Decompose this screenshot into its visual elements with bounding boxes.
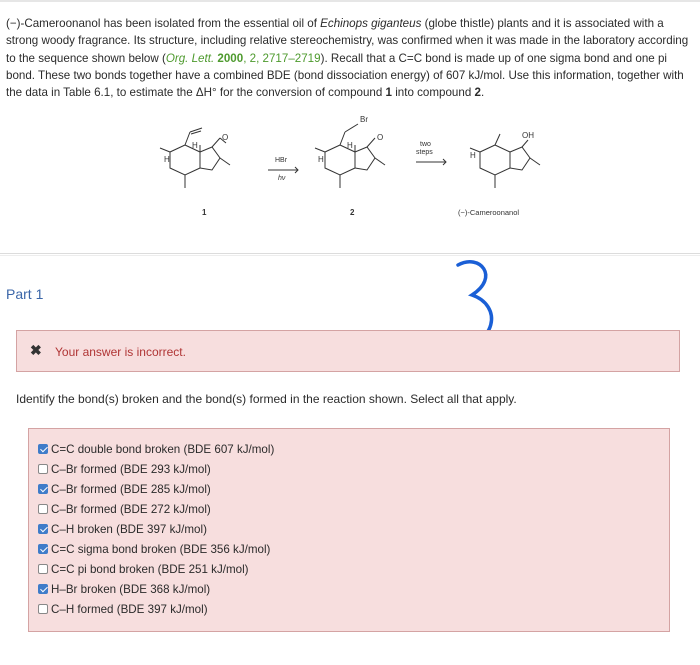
checkbox-checked-icon[interactable] — [38, 444, 48, 454]
compound-2-structure — [315, 124, 385, 188]
option-label: C–H formed (BDE 397 kJ/mol) — [51, 602, 208, 616]
product-oh-label: OH — [522, 131, 534, 140]
species-name: Echinops giganteus — [320, 17, 422, 30]
step2-two: two — [420, 141, 431, 148]
reagent-hv: hν — [278, 175, 286, 182]
feedback-banner — [16, 330, 680, 372]
product-h-label: H — [470, 151, 476, 160]
option-label: C–Br formed (BDE 293 kJ/mol) — [51, 462, 211, 476]
checkbox-unchecked-icon[interactable] — [38, 604, 48, 614]
answer-options-panel — [28, 428, 670, 632]
question-text: Identify the bond(s) broken and the bond(s) formed in the reaction shown. Select all that apply. — [16, 392, 517, 406]
option-row[interactable] — [38, 540, 270, 558]
cameroonanol-structure — [470, 134, 540, 188]
top-divider — [0, 0, 700, 2]
option-label: C–Br formed (BDE 285 kJ/mol) — [51, 482, 211, 496]
option-label: H–Br broken (BDE 368 kJ/mol) — [51, 582, 211, 596]
option-row[interactable] — [38, 520, 207, 538]
compound-2-label: 2 — [350, 208, 355, 217]
option-label: C=C pi bond broken (BDE 251 kJ/mol) — [51, 562, 249, 576]
checkbox-checked-icon[interactable] — [38, 584, 48, 594]
citation-link[interactable] — [166, 52, 321, 65]
x-icon: ✖ — [30, 342, 42, 358]
reaction-scheme — [140, 110, 560, 230]
checkbox-unchecked-icon[interactable] — [38, 464, 48, 474]
citation-journal: Org. Lett. — [165, 51, 215, 65]
intro-text-3: ). Recall that a C=C bond is made up of one sigma bond and one pi bond. These two bonds together have a combined BDE (bond dissociation energy) of 607 kJ/mol. Use this information, together with the data in Table 6.1, to estimate the ΔH° for the conversion of compound — [6, 51, 684, 100]
option-label: C–H broken (BDE 397 kJ/mol) — [51, 522, 207, 536]
option-label: C=C double bond broken (BDE 607 kJ/mol) — [51, 442, 275, 456]
compound-1-ref: 1 — [385, 86, 392, 100]
option-row[interactable] — [38, 560, 249, 578]
option-row[interactable] — [38, 440, 274, 458]
compound-2-ref: 2 — [474, 86, 481, 100]
cmp2-h-label: H — [347, 141, 353, 150]
option-row[interactable] — [38, 580, 210, 598]
cmp1-h-label: H — [192, 141, 198, 150]
cmp2-o-label: O — [377, 133, 384, 142]
compound-1-structure — [160, 128, 230, 188]
cmp1-h-label-2: H — [164, 155, 170, 164]
checkbox-unchecked-icon[interactable] — [38, 564, 48, 574]
checkbox-checked-icon[interactable] — [38, 484, 48, 494]
part-title: Part 1 — [6, 286, 44, 302]
product-name-label: (−)-Cameroonanol — [458, 208, 520, 217]
compound-1-label: 1 — [202, 208, 207, 217]
cmp1-o-label: O — [222, 133, 229, 142]
option-label: C–Br formed (BDE 272 kJ/mol) — [51, 502, 211, 516]
reagent-hbr: HBr — [275, 157, 288, 164]
section-divider-shadow — [0, 255, 700, 256]
citation-pages: , 2, 2717–2719 — [243, 51, 321, 65]
intro-text-1: (−)-Cameroonanol has been isolated from the essential oil of — [6, 17, 321, 30]
citation-year: 2000 — [217, 51, 244, 65]
cmp2-br-label: Br — [360, 115, 368, 124]
option-row[interactable] — [38, 480, 211, 498]
step2-steps: steps — [416, 149, 433, 156]
feedback-message: Your answer is incorrect. — [55, 345, 186, 359]
section-divider — [0, 253, 700, 254]
option-row[interactable] — [38, 460, 211, 478]
checkbox-checked-icon[interactable] — [38, 524, 48, 534]
option-label: C=C sigma bond broken (BDE 356 kJ/mol) — [51, 542, 271, 556]
problem-statement — [6, 15, 694, 101]
checkbox-checked-icon[interactable] — [38, 544, 48, 554]
option-row[interactable] — [38, 600, 208, 618]
option-row[interactable] — [38, 500, 211, 518]
cmp2-h-label-2: H — [318, 155, 324, 164]
intro-text-4: into compound — [391, 86, 475, 100]
checkbox-unchecked-icon[interactable] — [38, 504, 48, 514]
intro-text-2: (globe thistle) plants and it is associated with a strong woody fragrance. Its structure, including relative stereochemistry, was confirmed when it was made in the laboratory according to the sequence shown below ( — [6, 17, 689, 65]
intro-text-5: . — [480, 86, 485, 100]
